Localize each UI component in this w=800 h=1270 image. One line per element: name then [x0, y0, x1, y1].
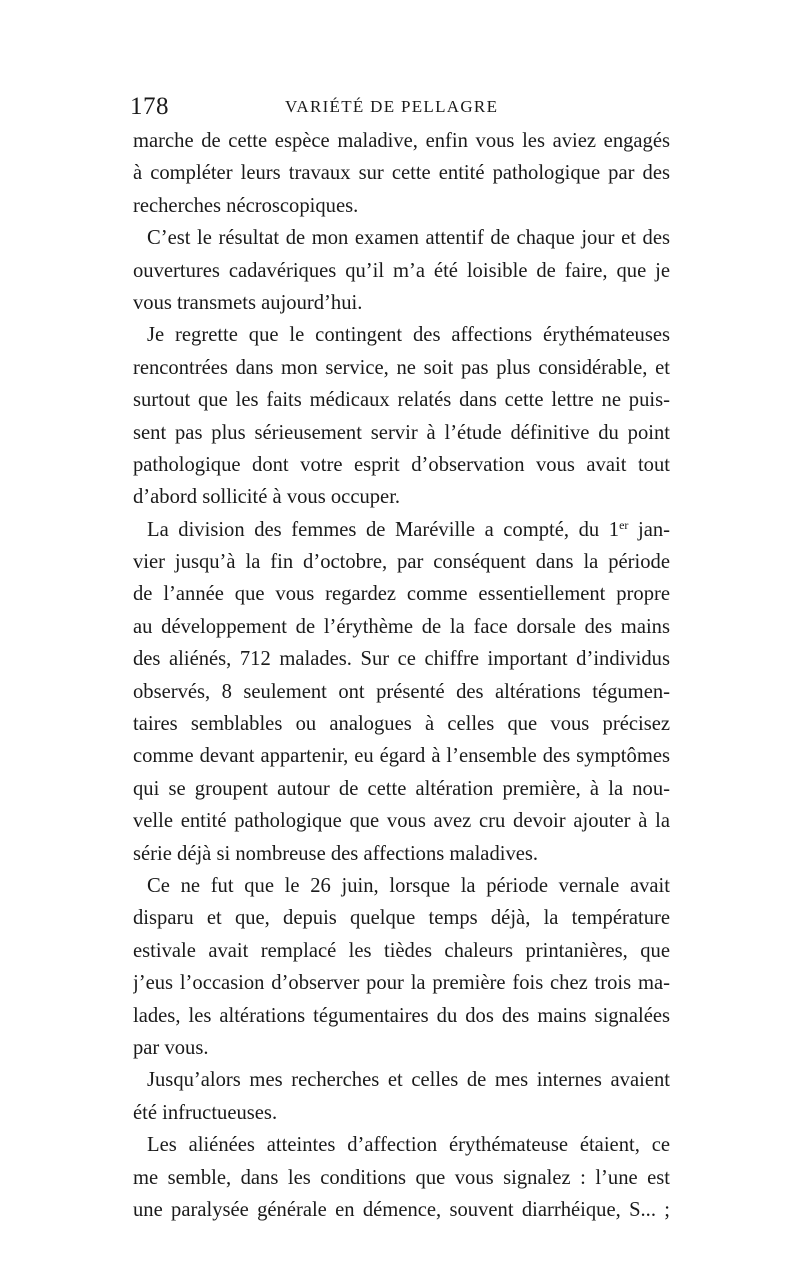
paragraph-first-line: Je regrette que le contingent des affections érythémateuses	[147, 324, 670, 347]
text-line: surtout que les faits médicaux relatés dans cette lettre ne puis-	[133, 389, 670, 412]
text-line: recherches nécroscopiques.	[133, 194, 359, 217]
text-line: pathologique dont votre esprit d’observation vous avait tout	[133, 453, 670, 476]
paragraph-first-line	[133, 514, 670, 546]
text-line: velle entité pathologique que vous avez cru devoir ajouter à la	[133, 810, 670, 833]
text-line: disparu et que, depuis quelque temps déjà, la température	[133, 907, 670, 930]
text-line: qui se groupent autour de cette altération première, à la nou-	[133, 777, 670, 800]
paragraph-first-line: Jusqu’alors mes recherches et celles de mes internes avaient	[147, 1069, 670, 1092]
text-line: vier jusqu’à la fin d’octobre, par conséquent dans la période	[133, 551, 670, 574]
text-line: des aliénés, 712 malades. Sur ce chiffre important d’individus	[133, 648, 670, 671]
text-line: rencontrées dans mon service, ne soit pas plus considérable, et	[133, 356, 670, 379]
text-line: me semble, dans les conditions que vous signalez : l’une est	[133, 1166, 670, 1189]
running-title: VARIÉTÉ DE PELLAGRE	[285, 97, 499, 116]
text-line: estivale avait remplacé les tièdes chaleurs printanières, que	[133, 939, 670, 962]
paragraph-first-line: Ce ne fut que le 26 juin, lorsque la période vernale avait	[147, 874, 670, 897]
text-line: j’eus l’occasion d’observer pour la première fois chez trois ma-	[133, 972, 670, 995]
page-number: 178	[130, 93, 169, 120]
text-line: sent pas plus sérieusement servir à l’étude définitive du point	[133, 421, 670, 444]
body-text	[133, 125, 670, 1226]
paragraph-first-line: C’est le résultat de mon examen attentif de chaque jour et des	[147, 227, 670, 250]
text-line: observés, 8 seulement ont présenté des altérations tégumen-	[133, 680, 670, 703]
text-line: ouvertures cadavériques qu’il m’a été loisible de faire, que je	[133, 259, 670, 282]
text-line: été infructueuses.	[133, 1101, 278, 1124]
text-line: une paralysée générale en démence, souvent diarrhéique, S... ;	[133, 1198, 670, 1221]
text-line: d’abord sollicité à vous occuper.	[133, 486, 401, 509]
text-line: par vous.	[133, 1036, 209, 1059]
text-line: vous transmets aujourd’hui.	[133, 291, 363, 314]
running-head	[130, 92, 670, 122]
text-line: au développement de l’érythème de la face dorsale des mains	[133, 615, 670, 638]
text-line: marche de cette espèce maladive, enfin vous les aviez engagés	[133, 130, 670, 152]
paragraph-first-line: Les aliénées atteintes d’affection érythémateuse étaient, ce	[147, 1134, 670, 1157]
text-line: de l’année que vous regardez comme essentiellement propre	[133, 583, 670, 606]
text-line: série déjà si nombreuse des affections maladives.	[133, 842, 539, 865]
text-line: taires semblables ou analogues à celles que vous précisez	[133, 713, 670, 736]
line-text: La division des femmes de Maréville a compté, du 1	[147, 518, 620, 541]
text-line: lades, les altérations tégumentaires du dos des mains signalées	[133, 1004, 670, 1027]
text-line: à compléter leurs travaux sur cette entité pathologique par des	[133, 162, 670, 185]
text-line: comme devant appartenir, eu égard à l’ensemble des symptômes	[133, 745, 670, 768]
line-text-tail: jan-	[628, 518, 670, 541]
ordinal-superscript: er	[619, 517, 629, 532]
